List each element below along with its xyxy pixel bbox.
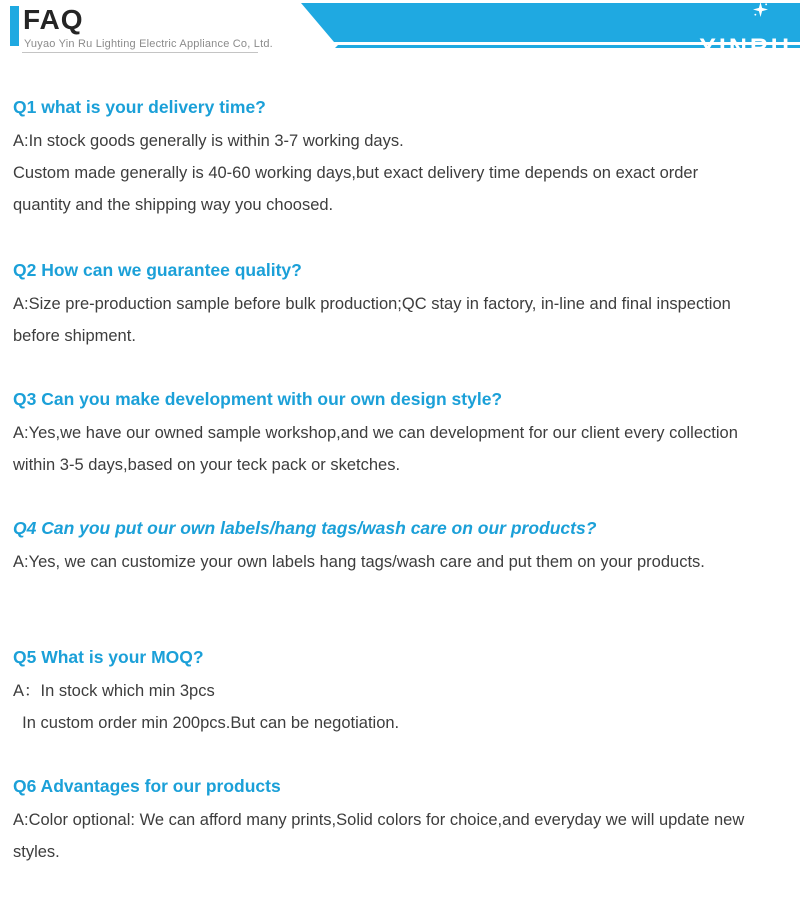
faq-section-q4 [13,517,800,578]
faq-question: Q6 Advantages for our products [13,776,281,796]
subtitle-underline [22,52,258,53]
faq-answer-line: In custom order min 200pcs.But can be negotiation. [13,714,400,732]
faq-answer-line: A:Color optional: We can afford many prints,Solid colors for choice,and everyday we will update new [13,811,745,829]
company-subtitle: Yuyao Yin Ru Lighting Electric Appliance Co, Ltd. [24,38,273,50]
faq-answer-line: styles. [13,843,60,861]
header [0,0,800,70]
faq-answer-line: within 3-5 days,based on your teck pack or sketches. [13,456,401,474]
faq-answer-line: quantity and the shipping way you choosed. [13,196,334,214]
brand-accent-bar [10,6,19,46]
faq-answer-line: before shipment. [13,327,136,345]
faq-answer-line: Custom made generally is 40-60 working days,but exact delivery time depends on exact order [13,164,699,182]
faq-answer-line: A:Size pre-production sample before bulk production;QC stay in factory, in-line and final inspection [13,295,731,313]
faq-question: Q5 What is your MOQ? [13,647,204,667]
logo-text: YINRU [699,34,792,62]
faq-question: Q1 what is your delivery time? [13,97,266,117]
faq-question: Q3 Can you make development with our own design style? [13,389,503,409]
faq-answer-line: A:In stock goods generally is within 3-7 working days. [13,132,404,150]
faq-question: Q2 How can we guarantee quality? [13,260,302,280]
page-title: FAQ [23,4,84,35]
faq-section-q6 [13,775,800,868]
faq-section-q1 [13,96,800,221]
faq-section-q3 [13,388,800,481]
faq-answer-line: A:Yes,we have our owned sample workshop,and we can development for our client every collection [13,424,738,442]
faq-question: Q4 Can you put our own labels/hang tags/wash care on our products? [13,518,597,538]
sparkle-icon [753,2,768,17]
faq-answer-line: A：In stock which min 3pcs [13,682,215,700]
faq-section-q5 [13,646,800,739]
faq-answer-line: A:Yes, we can customize your own labels hang tags/wash care and put them on your products. [13,553,705,571]
faq-section-q2 [13,259,800,352]
